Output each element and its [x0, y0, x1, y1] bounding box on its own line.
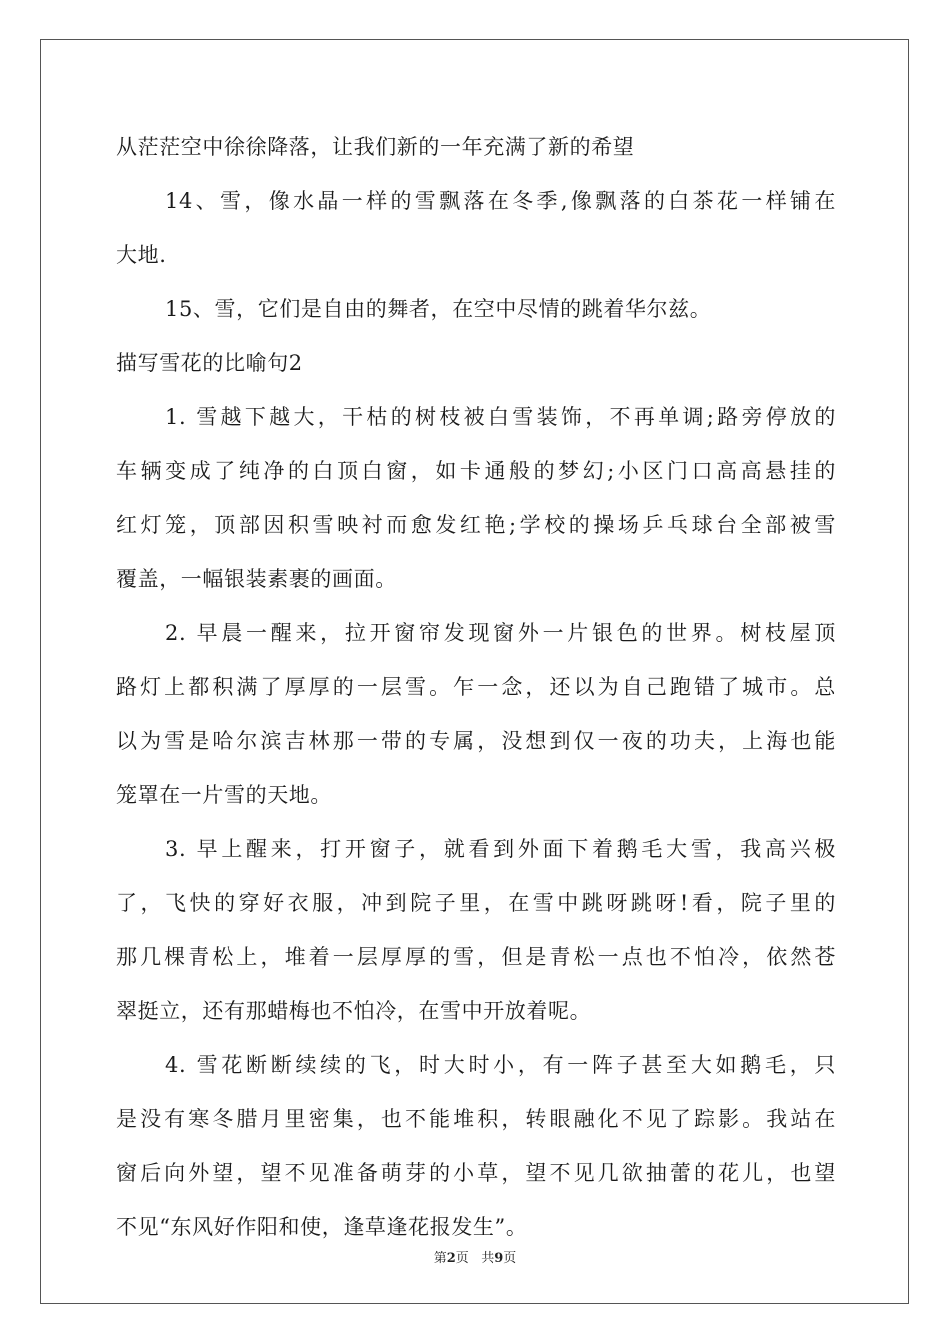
text-line: 以为雪是哈尔滨吉林那一带的专属，没想到仅一夜的功夫，上海也能	[116, 729, 836, 753]
text-line: 翠挺立，还有那蜡梅也不怕冷，在雪中开放着呢。	[116, 999, 592, 1023]
page-footer	[0, 1247, 950, 1266]
footer-total-pages: 9	[494, 1251, 504, 1266]
text-line: 15、雪，它们是自由的舞者，在空中尽情的跳着华尔兹。	[165, 297, 712, 321]
text-line: 那几棵青松上，堆着一层厚厚的雪，但是青松一点也不怕冷，依然苍	[116, 945, 836, 969]
text-line: 红灯笼，顶部因积雪映衬而愈发红艳;学校的操场乒乓球台全部被雪	[116, 513, 836, 537]
text-line: 路灯上都积满了厚厚的一层雪。乍一念，还以为自己跑错了城市。总	[116, 675, 836, 699]
text-line: 不见“东风好作阳和使，逢草逢花报发生”。	[116, 1215, 528, 1239]
document-body	[116, 120, 836, 1254]
text-line: 大地.	[116, 243, 167, 267]
footer-page-suffix: 页	[455, 1251, 469, 1266]
footer-prefix: 第	[433, 1251, 447, 1266]
text-line: 车辆变成了纯净的白顶白窗，如卡通般的梦幻;小区门口高高悬挂的	[116, 459, 836, 483]
text-line: 从茫茫空中徐徐降落，让我们新的一年充满了新的希望	[116, 135, 635, 159]
text-line: 覆盖，一幅银装素裹的画面。	[116, 567, 397, 591]
footer-total-prefix: 共	[481, 1251, 495, 1266]
text-line: 是没有寒冬腊月里密集，也不能堆积，转眼融化不见了踪影。我站在	[116, 1107, 836, 1131]
text-line: 14、雪，像水晶一样的雪飘落在冬季,像飘落的白茶花一样铺在	[165, 189, 836, 213]
text-line: 4. 雪花断断续续的飞，时大时小，有一阵子甚至大如鹅毛，只	[165, 1053, 836, 1077]
text-line: 笼罩在一片雪的天地。	[116, 783, 332, 807]
text-line: 3. 早上醒来，打开窗子，就看到外面下着鹅毛大雪，我高兴极	[165, 837, 836, 861]
footer-total-suffix: 页	[503, 1251, 517, 1266]
text-line: 窗后向外望，望不见准备萌芽的小草，望不见几欲抽蕾的花儿，也望	[116, 1161, 836, 1185]
footer-page-number: 2	[446, 1251, 456, 1266]
text-line: 2. 早晨一醒来，拉开窗帘发现窗外一片银色的世界。树枝屋顶	[165, 621, 836, 645]
text-line: 描写雪花的比喻句2	[116, 351, 303, 375]
text-line: 1. 雪越下越大，干枯的树枝被白雪装饰，不再单调;路旁停放的	[165, 405, 836, 429]
text-line: 了，飞快的穿好衣服，冲到院子里，在雪中跳呀跳呀!看，院子里的	[116, 891, 836, 915]
